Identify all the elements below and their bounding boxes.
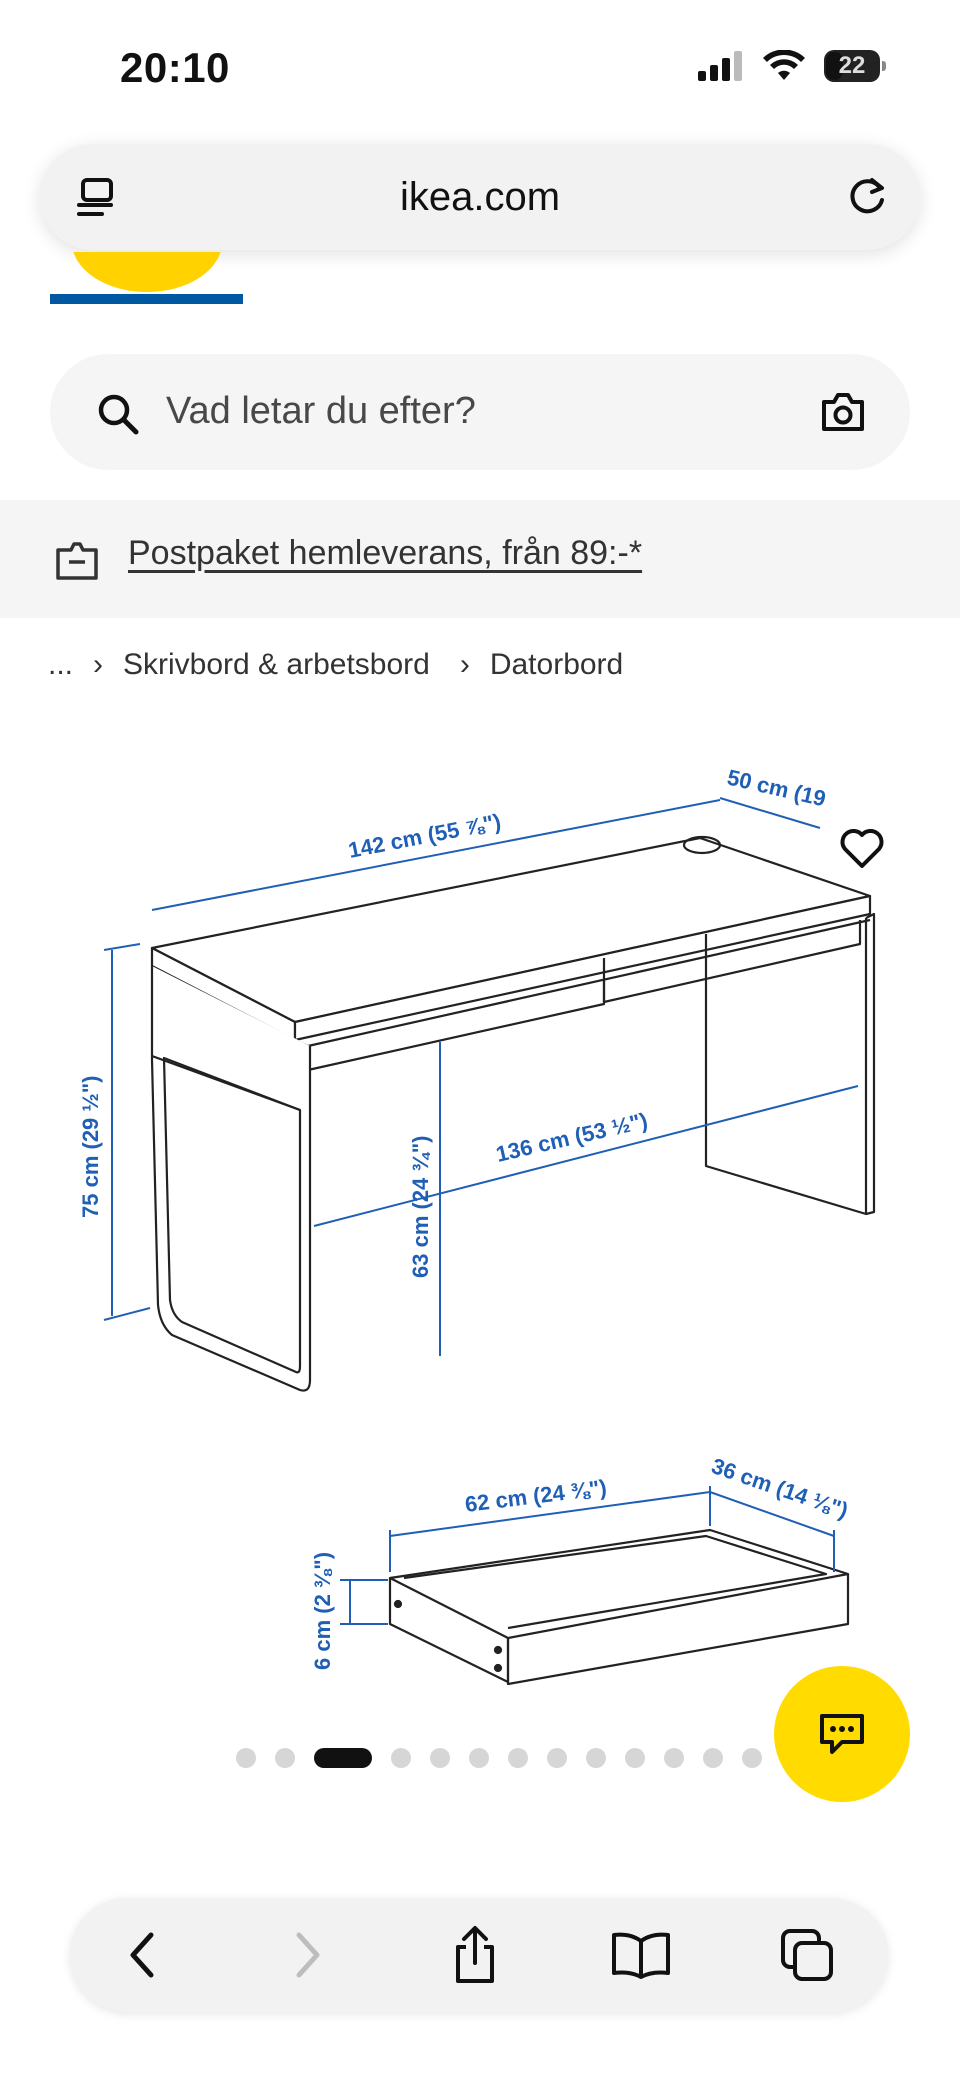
chevron-left-icon	[123, 1930, 163, 1980]
chevron-right-icon: ›	[459, 648, 470, 681]
carousel-dot[interactable]	[391, 1748, 411, 1768]
tabs-button[interactable]	[772, 1920, 842, 1990]
share-icon	[450, 1925, 500, 1985]
search-icon	[96, 392, 140, 436]
desk-height-label: 75 cm (29 ½")	[78, 1075, 103, 1218]
delivery-link[interactable]: Postpaket hemleverans, från 89:-*	[128, 534, 643, 572]
carousel-dot[interactable]	[508, 1748, 528, 1768]
url-text[interactable]: ikea.com	[399, 174, 561, 219]
drawer-width-label: 62 cm (24 ⅜")	[463, 1474, 609, 1517]
desk-length-label: 142 cm (55 ⅞")	[346, 808, 503, 863]
delivery-truck-icon	[54, 536, 100, 582]
carousel-dot[interactable]	[742, 1748, 762, 1768]
breadcrumb-ellipsis[interactable]: ...	[48, 648, 74, 681]
share-button[interactable]	[440, 1920, 510, 1990]
reload-icon[interactable]	[842, 172, 892, 222]
bookmarks-button[interactable]	[606, 1920, 676, 1990]
wifi-icon	[762, 50, 806, 82]
forward-button[interactable]	[272, 1920, 342, 1990]
back-button[interactable]	[108, 1920, 178, 1990]
search-placeholder: Vad letar du efter?	[166, 390, 476, 432]
favorite-button[interactable]	[832, 818, 892, 878]
breadcrumb-item[interactable]: Skrivbord & arbetsbord	[123, 648, 430, 681]
chat-button[interactable]	[774, 1666, 910, 1802]
carousel-dot[interactable]	[664, 1748, 684, 1768]
ikea-logo[interactable]	[50, 252, 243, 304]
carousel-dot-active[interactable]	[314, 1748, 372, 1768]
desk-depth-label: 50 cm (19	[724, 764, 829, 812]
url-bar[interactable]	[40, 144, 920, 250]
inner-width-label: 136 cm (53 ½")	[493, 1107, 650, 1167]
search-input[interactable]	[50, 354, 910, 470]
product-image[interactable]	[0, 740, 960, 1720]
cellular-signal-icon	[698, 51, 744, 81]
drawer-depth-label: 36 cm (14 ⅛")	[708, 1453, 852, 1524]
battery-icon	[824, 50, 880, 82]
carousel-dot[interactable]	[430, 1748, 450, 1768]
carousel-dot[interactable]	[275, 1748, 295, 1768]
knee-height-label: 63 cm (24 ¾")	[408, 1135, 433, 1278]
carousel-dot[interactable]	[236, 1748, 256, 1768]
battery-level: 22	[838, 52, 866, 79]
carousel-dot[interactable]	[547, 1748, 567, 1768]
drawer-height-label: 6 cm (2 ⅜")	[310, 1551, 335, 1670]
camera-icon[interactable]	[820, 390, 866, 434]
carousel-indicator	[236, 1748, 762, 1768]
status-time: 20:10	[120, 44, 230, 91]
tabs-icon	[779, 1927, 835, 1983]
delivery-banner[interactable]	[0, 500, 960, 618]
book-icon	[610, 1931, 672, 1979]
chevron-right-icon	[287, 1930, 327, 1980]
status-bar	[0, 0, 960, 140]
heart-icon	[839, 827, 885, 869]
carousel-dot[interactable]	[586, 1748, 606, 1768]
carousel-dot[interactable]	[625, 1748, 645, 1768]
breadcrumb-item[interactable]: Datorbord	[489, 648, 624, 681]
chevron-right-icon: ›	[93, 648, 104, 681]
carousel-dot[interactable]	[469, 1748, 489, 1768]
reader-mode-icon[interactable]	[74, 174, 122, 222]
browser-toolbar	[70, 1898, 888, 2012]
breadcrumb	[48, 648, 623, 682]
chat-icon	[816, 1710, 868, 1758]
status-icons	[698, 50, 880, 82]
carousel-dot[interactable]	[703, 1748, 723, 1768]
